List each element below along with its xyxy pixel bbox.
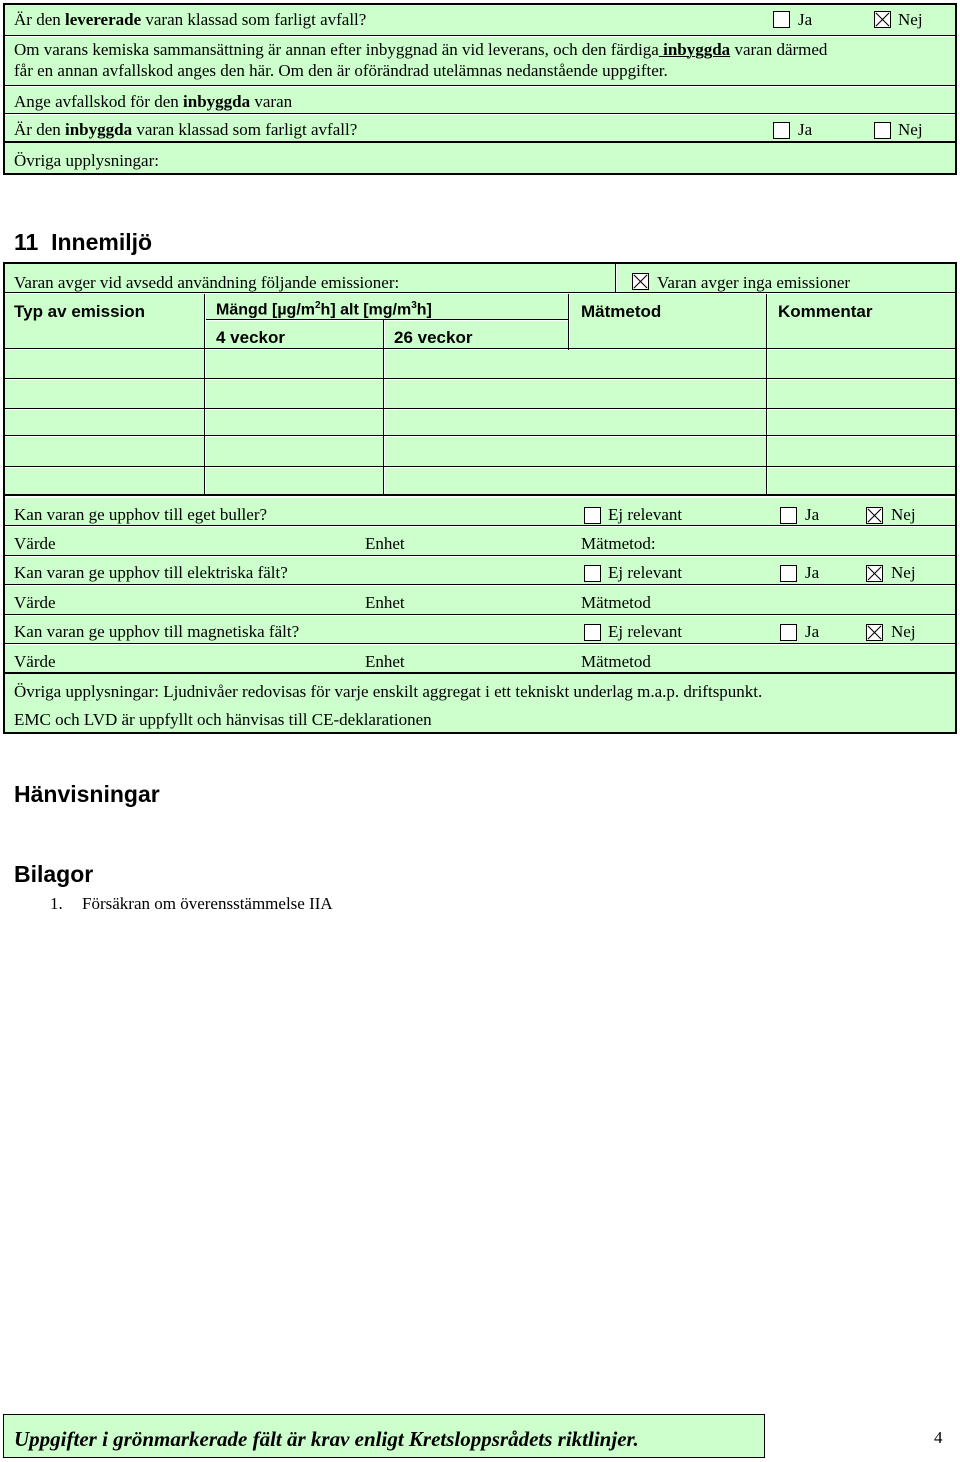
attachments-heading: Bilagor xyxy=(14,861,94,887)
built-ja-checkbox[interactable] xyxy=(773,122,790,139)
check-cross-icon xyxy=(867,625,882,640)
magnetic-value-label: Värde xyxy=(14,652,56,671)
section-11-heading: 11 Innemiljö xyxy=(14,229,153,255)
emissions-table xyxy=(0,260,960,500)
built-nej-checkbox[interactable] xyxy=(874,122,891,139)
other-info-line1: Övriga upplysningar: Ljudnivåer redovisas för varje enskilt aggregat i ett tekniskt underlag m.a.p. driftspunkt. xyxy=(14,682,763,701)
col-header-amount: Mängd $[\mu g/m^2h]$ alt $[mg/m^3h]$ xyxy=(216,300,432,319)
footer-note-box xyxy=(3,1414,765,1458)
electric-nej-checkbox[interactable] xyxy=(866,565,883,582)
electric-value-label: Värde xyxy=(14,593,56,612)
noise-nej-checkbox[interactable] xyxy=(866,507,883,524)
check-cross-icon xyxy=(867,508,882,523)
check-cross-icon xyxy=(633,274,648,289)
electric-nej-label: Nej xyxy=(891,563,916,582)
electric-not-relevant-checkbox[interactable] xyxy=(584,565,601,582)
magnetic-nej-label: Nej xyxy=(891,622,916,641)
footer-note: Uppgifter i grönmarkerade fält är krav enligt Kretsloppsrådets riktlinjer. xyxy=(14,1427,639,1451)
noise-not-relevant-label: Ej relevant xyxy=(608,505,683,524)
no-emissions-label: Varan avger inga emissioner xyxy=(657,273,851,292)
noise-method-label: Mätmetod: xyxy=(581,534,656,553)
emissions-question: Varan avger vid avsedd användning följande emissioner: xyxy=(14,273,400,292)
no-emissions-checkbox[interactable] xyxy=(632,273,649,290)
waste-section xyxy=(0,0,960,178)
col-header-comment: Kommentar xyxy=(778,302,873,321)
delivered-ja-checkbox[interactable] xyxy=(773,11,790,28)
noise-unit-label: Enhet xyxy=(365,534,405,553)
electric-method-label: Mätmetod xyxy=(581,593,651,612)
info-text-line1: Om varans kemiska sammansättning är annan efter inbyggnad än vid leverans, och den färdiga inbyggda varan därmed xyxy=(14,40,828,59)
attachment-item-number: 1. xyxy=(50,894,63,913)
electric-unit-label: Enhet xyxy=(365,593,405,612)
noise-ja-checkbox[interactable] xyxy=(780,507,797,524)
magnetic-ja-label: Ja xyxy=(805,622,820,641)
delivered-ja-label: Ja xyxy=(798,10,813,29)
noise-not-relevant-checkbox[interactable] xyxy=(584,507,601,524)
noise-question: Kan varan ge upphov till eget buller? xyxy=(14,505,268,524)
waste-other-info-label: Övriga upplysningar: xyxy=(14,151,159,170)
electric-question: Kan varan ge upphov till elektriska fält? xyxy=(14,563,288,582)
noise-ja-label: Ja xyxy=(805,505,820,524)
check-cross-icon xyxy=(875,12,890,27)
noise-value-label: Värde xyxy=(14,534,56,553)
magnetic-ja-checkbox[interactable] xyxy=(780,624,797,641)
magnetic-not-relevant-checkbox[interactable] xyxy=(584,624,601,641)
electric-ja-label: Ja xyxy=(805,563,820,582)
other-info-line2: EMC och LVD är uppfyllt och hänvisas till CE-deklarationen xyxy=(14,710,432,729)
col-header-26-weeks: 26 veckor xyxy=(394,328,473,347)
waste-code-label: Ange avfallskod för den inbyggda varan xyxy=(14,92,293,111)
built-nej-label: Nej xyxy=(898,120,923,139)
electric-ja-checkbox[interactable] xyxy=(780,565,797,582)
electric-not-relevant-label: Ej relevant xyxy=(608,563,683,582)
info-text-line2: får en annan avfallskod anges den här. Om den är oförändrad utelämnas nedanstående uppgifter. xyxy=(14,61,668,80)
references-heading: Hänvisningar xyxy=(14,781,160,807)
col-header-4-weeks: 4 veckor xyxy=(216,328,285,347)
delivered-waste-question: Är den levererade varan klassad som farligt avfall? xyxy=(14,10,367,29)
magnetic-nej-checkbox[interactable] xyxy=(866,624,883,641)
noise-nej-label: Nej xyxy=(891,505,916,524)
page-number: 4 xyxy=(934,1428,943,1447)
magnetic-method-label: Mätmetod xyxy=(581,652,651,671)
magnetic-question: Kan varan ge upphov till magnetiska fält? xyxy=(14,622,300,641)
magnetic-not-relevant-label: Ej relevant xyxy=(608,622,683,641)
delivered-nej-checkbox[interactable] xyxy=(874,11,891,28)
fields-section xyxy=(0,496,960,736)
attachment-item-text: Försäkran om överensstämmelse IIA xyxy=(82,894,333,913)
check-cross-icon xyxy=(867,566,882,581)
delivered-nej-label: Nej xyxy=(898,10,923,29)
col-header-method: Mätmetod xyxy=(581,302,662,321)
built-ja-label: Ja xyxy=(798,120,813,139)
magnetic-unit-label: Enhet xyxy=(365,652,405,671)
built-waste-question: Är den inbyggda varan klassad som farligt avfall? xyxy=(14,120,358,139)
col-header-type: Typ av emission xyxy=(14,302,146,321)
